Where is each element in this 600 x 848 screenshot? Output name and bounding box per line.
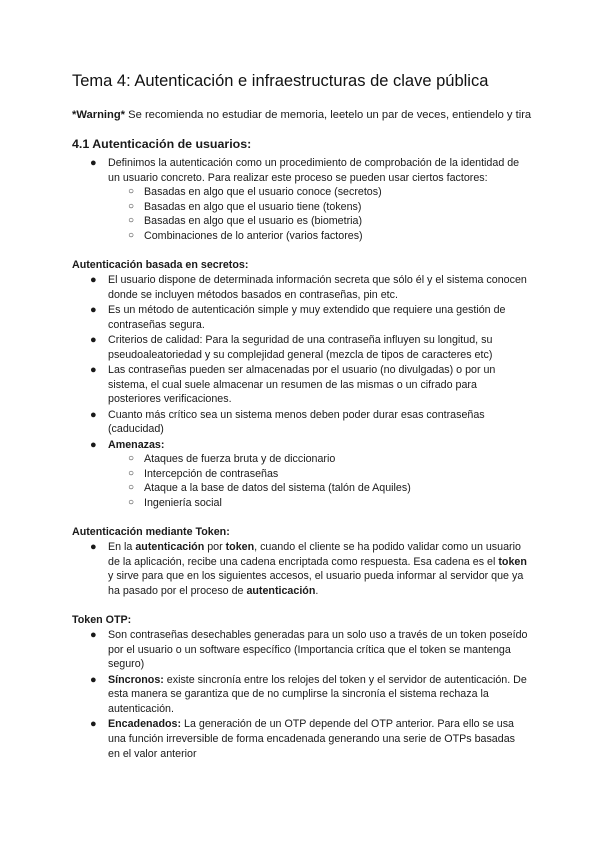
- sublist-item-text: Intercepción de contraseñas: [144, 467, 279, 480]
- sublist-item: [108, 467, 528, 482]
- sublist-item: [108, 452, 528, 467]
- sublist-item: [108, 200, 528, 215]
- list-item-threats: [72, 438, 528, 511]
- threats-label: Amenazas:: [108, 438, 165, 451]
- bullet-icon: ●: [90, 304, 97, 317]
- sublist-item-text: Basadas en algo que el usuario conoce (secretos): [144, 186, 382, 199]
- list-item-text: Son contraseñas desechables generadas para un solo uso a través de un token poseído por el usuario o un software específico (Importancia crítica que el token se mantenga seguro): [108, 629, 528, 671]
- list-item: [72, 717, 528, 761]
- document-body: [72, 136, 528, 762]
- bold-run: autenticación: [246, 585, 316, 598]
- circle-bullet-icon: ○: [128, 186, 135, 198]
- list-item: [72, 408, 528, 437]
- list-item-text: El usuario dispone de determinada información secreta que sólo él y el sistema conocen donde se incluyen métodos basados en contraseñas, pin etc.: [108, 274, 527, 301]
- list-item: [72, 156, 528, 244]
- sublist-item-text: Ataque a la base de datos del sistema (talón de Aquiles): [144, 482, 411, 495]
- sublist-item: [108, 185, 528, 200]
- section-heading-authentication: 4.1 Autenticación de usuarios:: [72, 137, 252, 151]
- bullet-icon: ●: [90, 157, 97, 169]
- section1-list: [72, 156, 528, 244]
- sublist-item-text: Basadas en algo que el usuario es (biometria): [144, 215, 363, 228]
- list-item-text: La generación de un OTP depende del OTP anterior. Para ello se usa una función irreversible de forma encadenada generando una serie de OTPs basadas en el valor anterior: [108, 718, 515, 760]
- text-run: En la: [108, 541, 136, 554]
- circle-bullet-icon: ○: [128, 200, 135, 212]
- sublist-item: [108, 214, 528, 229]
- sublist-item-text: Combinaciones de lo anterior (varios factores): [144, 229, 363, 242]
- bullet-icon: ●: [90, 438, 97, 451]
- bullet-icon: ●: [90, 274, 97, 287]
- list-item-text: Cuanto más crítico sea un sistema menos deben poder durar esas contraseñas (caducidad): [108, 408, 485, 436]
- bullet-icon: ●: [90, 334, 97, 347]
- threats-sublist: [108, 452, 528, 510]
- text-run: por: [204, 541, 226, 554]
- list-item: [72, 673, 528, 717]
- section-heading-otp: Token OTP:: [72, 613, 132, 626]
- section4-list: [72, 628, 528, 761]
- list-item: [72, 303, 528, 332]
- factor-sublist: [108, 185, 528, 243]
- warning-note: [72, 107, 542, 123]
- bullet-icon: ●: [90, 629, 97, 642]
- page-title: Tema 4: Autenticación e infraestructuras de clave pública: [72, 72, 489, 90]
- circle-bullet-icon: ○: [128, 497, 135, 509]
- bullet-icon: ●: [90, 364, 97, 377]
- sublist-item-text: Basadas en algo que el usuario tiene (tokens): [144, 200, 362, 213]
- circle-bullet-icon: ○: [128, 215, 135, 227]
- text-run: y sirve para que en los siguientes accesos, el usuario pueda informar al servidor que ya ha pasado por el proceso de: [108, 570, 524, 598]
- list-item-text: Definimos la autenticación como un procedimiento de comprobación de la identidad de un usuario concreto. Para realizar este proceso se pueden usar ciertos factores:: [108, 157, 520, 184]
- sublist-item: [108, 229, 528, 244]
- list-item-text: Criterios de calidad: Para la seguridad de una contraseña influyen su longitud, su pseudoaleatoriedad y su complejidad general (mezcla de tipos de caracteres etc): [108, 334, 493, 361]
- warning-label: *Warning*: [72, 109, 126, 121]
- bullet-icon: ●: [90, 408, 97, 421]
- section3-list: [72, 540, 528, 598]
- list-item: [72, 363, 528, 407]
- section2-list: [72, 273, 528, 510]
- bold-run: token: [225, 541, 255, 554]
- list-item: [72, 273, 528, 302]
- circle-bullet-icon: ○: [128, 453, 135, 465]
- sublist-item: [108, 496, 528, 511]
- list-item-text: Es un método de autenticación simple y muy extendido que requiere una gestión de contraseñas segura.: [108, 304, 506, 331]
- circle-bullet-icon: ○: [128, 229, 135, 241]
- bullet-icon: ●: [90, 718, 97, 731]
- bold-run: autenticación: [135, 541, 205, 554]
- text-run: .: [315, 585, 319, 598]
- sublist-item-text: Ataques de fuerza bruta y de diccionario: [144, 453, 336, 466]
- bold-run: token: [498, 555, 527, 568]
- list-item: [72, 333, 528, 362]
- list-item: [72, 540, 528, 598]
- bullet-icon: ●: [90, 541, 97, 554]
- circle-bullet-icon: ○: [128, 467, 135, 479]
- bold-run: Síncronos:: [108, 673, 164, 686]
- warning-text: Se recomienda no estudiar de memoria, leetelo un par de veces, entiendelo y tira: [125, 109, 532, 121]
- sublist-item: [108, 481, 528, 496]
- bold-run: Encadenados:: [108, 718, 182, 731]
- sublist-item-text: Ingeniería social: [144, 497, 222, 510]
- circle-bullet-icon: ○: [128, 482, 135, 494]
- section-heading-token: Autenticación mediante Token:: [72, 525, 230, 538]
- text-run: , cuando el cliente se ha podido validar como un usuario de la aplicación, recibe una cadena encriptada como respuesta. Esa cadena es el: [108, 541, 521, 568]
- list-item-text: existe sincronía entre los relojes del token y el servidor de autenticación. De esta manera se garantiza que de no cumplirse la sincronía el sistema rechaza la autenticación.: [108, 673, 527, 715]
- list-item-text: Las contraseñas pueden ser almacenadas por el usuario (no divulgadas) o por un sistema, el cual suele almacenar un resumen de las mismas o un cifrado para posteriores verificaciones.: [108, 364, 496, 406]
- list-item: [72, 628, 528, 672]
- bullet-icon: ●: [90, 673, 97, 686]
- section-heading-secrets: Autenticación basada en secretos:: [72, 258, 249, 271]
